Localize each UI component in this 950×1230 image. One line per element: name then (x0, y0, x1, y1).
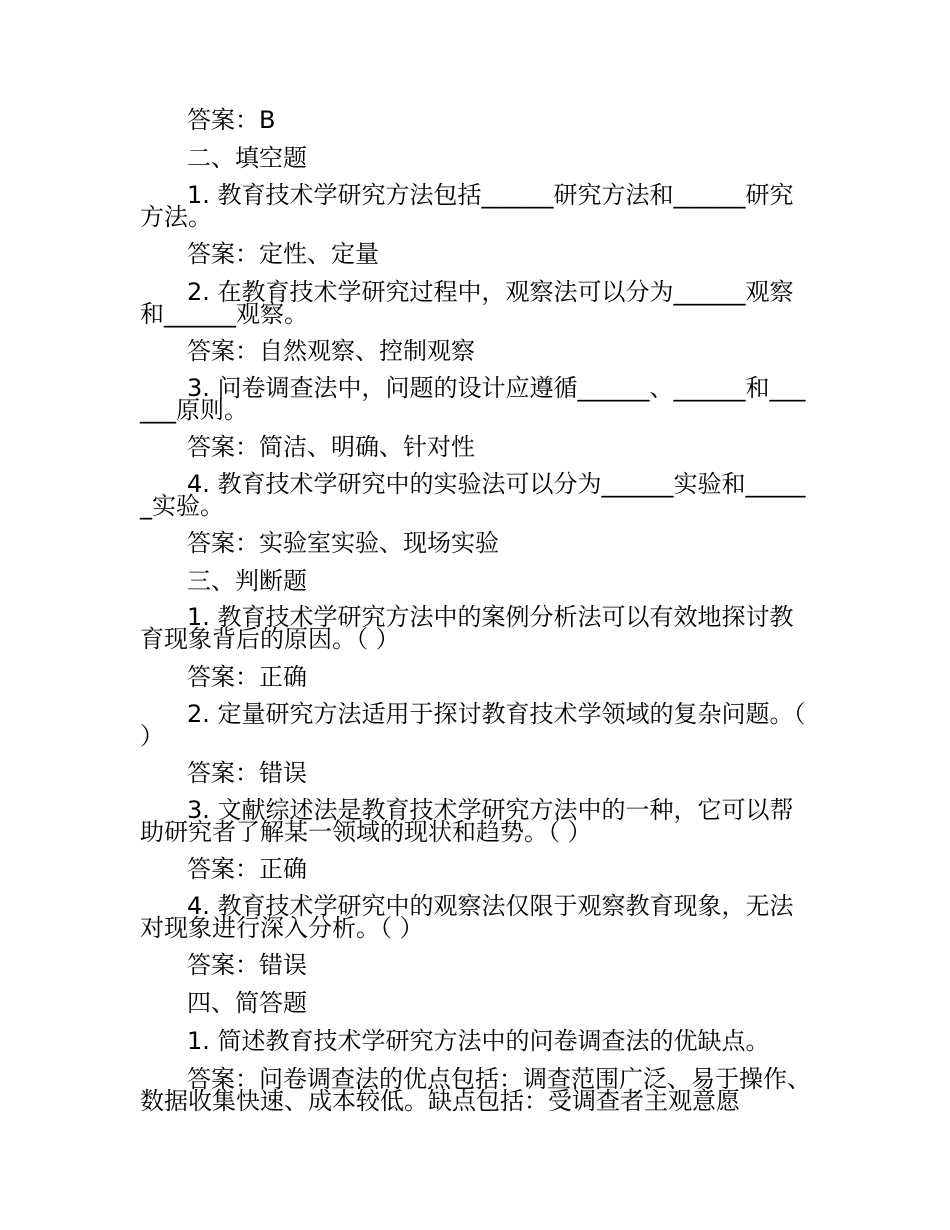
answer-paragraph: 答案：问卷调查法的优点包括：调查范围广泛、易于操作、数据收集快速、成本较低。缺点包括：受调查者主观意愿 (140, 1065, 811, 1115)
answer-line: 答案：定性、定量 (187, 240, 379, 268)
section-heading-short-answer: 四、简答题 (187, 989, 307, 1017)
answer-line: 答案：简洁、明确、针对性 (187, 433, 475, 461)
answer-line: 答案：错误 (187, 759, 307, 787)
question-fill-4: 4. 教育技术学研究中的实验法可以分为______实验和______实验。 (140, 470, 806, 520)
answer-line: 答案：B (187, 106, 276, 134)
answer-line: 答案：自然观察、控制观察 (187, 337, 475, 365)
answer-line: 答案：正确 (187, 855, 307, 883)
question-tf-2: 2. 定量研究方法适用于探讨教育技术学领域的复杂问题。（ ） (140, 700, 806, 750)
question-tf-4: 4. 教育技术学研究中的观察法仅限于观察教育现象，无法对现象进行深入分析。（ ） (140, 892, 794, 942)
question-fill-3: 3. 问卷调查法中，问题的设计应遵循______、______和______原则。 (140, 374, 806, 424)
answer-line: 答案：实验室实验、现场实验 (187, 529, 499, 557)
question-fill-1: 1. 教育技术学研究方法包括______研究方法和______研究方法。 (140, 181, 794, 231)
answer-line: 答案：错误 (187, 951, 307, 979)
question-tf-3: 3. 文献综述法是教育技术学研究方法中的一种，它可以帮助研究者了解某一领域的现状和趋势。（ ） (140, 796, 794, 846)
question-tf-1: 1. 教育技术学研究方法中的案例分析法可以有效地探讨教育现象背后的原因。（ ） (140, 603, 794, 653)
section-heading-fill-blank: 二、填空题 (187, 144, 307, 172)
question-short-1: 1. 简述教育技术学研究方法中的问卷调查法的优缺点。 (187, 1027, 770, 1055)
answer-line: 答案：正确 (187, 663, 307, 691)
section-heading-true-false: 三、判断题 (187, 567, 307, 595)
question-fill-2: 2. 在教育技术学研究过程中，观察法可以分为______观察和______观察。 (140, 278, 794, 328)
